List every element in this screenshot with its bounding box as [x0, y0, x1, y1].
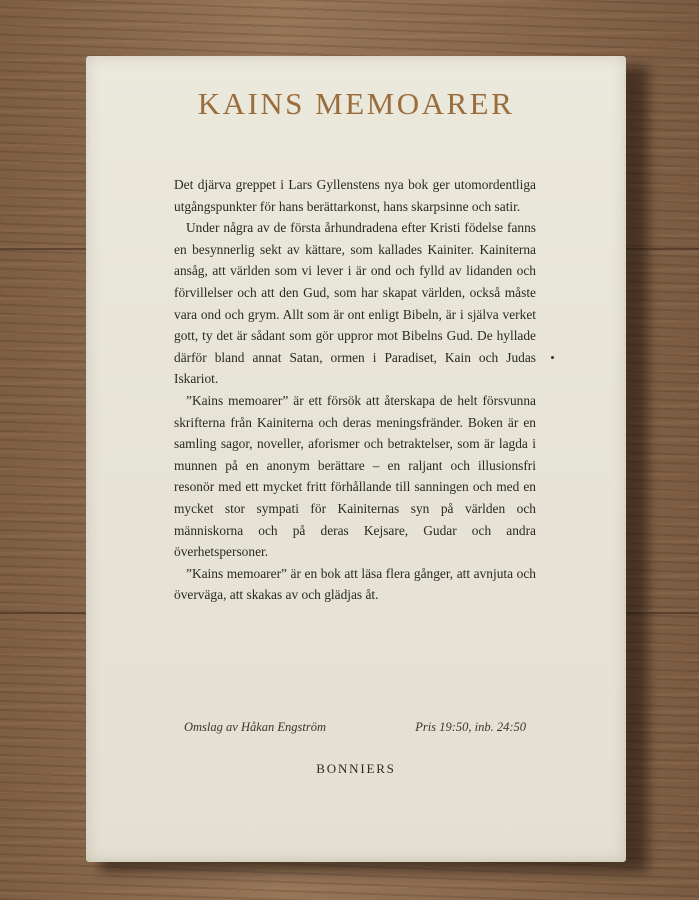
blurb-paragraph: ”Kains memoarer” är ett försök att återskapa de helt försvunna skrifterna från Kainiterna och deras meningsfränder. Boken är en samling sagor, noveller, aforismer och betraktelser, som är lagda i munnen på en anonym berättare – en raljant och illusionsfri resonör med ett mycket fritt förhållande till sanningen och med en mycket stor sympati för Kainiternas syn på världen och människorna och på deras Kejsare, Gudar och andra överhetspersoner.	[174, 392, 536, 560]
credit-line	[174, 720, 536, 735]
publisher-name: BONNIERS	[316, 761, 396, 776]
book-back-cover	[86, 56, 626, 862]
blurb-paragraph: Under några av de första århundradena efter Kristi födelse fanns en besynnerlig sekt av kättare, som kallades Kainiter. Kainiterna ansåg, att världen som vi lever i är ond och fylld av lidanden och förvillelser och att den Gud, som har skapat världen, också måste vara ond och grym. Allt som är ont enligt Bibeln, är i själva verket gott, ty det är sådant som gör uppror mot Bibelns Gud. De hyllade därför bland annat Satan, ormen i Paradiset, Kain och Judas Iskariot.	[174, 220, 536, 387]
ink-speck	[551, 356, 554, 359]
price: Pris 19:50, inb. 24:50	[415, 720, 526, 734]
blurb-paragraph: Det djärva greppet i Lars Gyllenstens nya bok ger utomordentliga utgångspunkter för hans berättarkonst, hans skarpsinne och satir.	[174, 177, 536, 214]
blurb-paragraph: ”Kains memoarer” är en bok att läsa flera gånger, att avnjuta och överväga, att skakas av och glädjas åt.	[174, 565, 536, 603]
cover-credit: Omslag av Håkan Engström	[184, 720, 327, 734]
blurb-text	[174, 174, 536, 606]
book-title: KAINS MEMOARER	[197, 86, 515, 121]
